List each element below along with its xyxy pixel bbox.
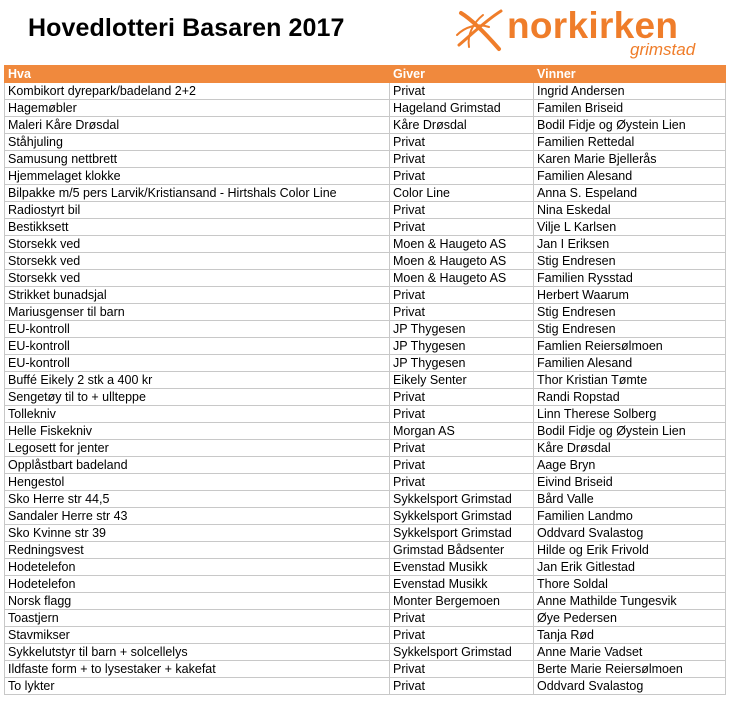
table-row	[5, 406, 726, 423]
cell-hva: EU-kontroll	[5, 338, 390, 355]
cell-hva: Helle Fiskekniv	[5, 423, 390, 440]
cell-hva: Bilpakke m/5 pers Larvik/Kristiansand - Hirtshals Color Line	[5, 185, 390, 202]
cell-vinner: Bård Valle	[534, 491, 726, 508]
cell-vinner: Oddvard Svalastog	[534, 525, 726, 542]
cell-vinner: Herbert Waarum	[534, 287, 726, 304]
cell-giver: Moen & Haugeto AS	[390, 236, 534, 253]
cell-giver: Privat	[390, 440, 534, 457]
cell-giver: Privat	[390, 287, 534, 304]
table-row	[5, 644, 726, 661]
cell-vinner: Bodil Fidje og Øystein Lien	[534, 117, 726, 134]
table-row	[5, 474, 726, 491]
cell-giver: Privat	[390, 389, 534, 406]
cell-vinner: Øye Pedersen	[534, 610, 726, 627]
cell-giver: Privat	[390, 627, 534, 644]
table-row	[5, 236, 726, 253]
cell-giver: Monter Bergemoen	[390, 593, 534, 610]
cell-vinner: Thore Soldal	[534, 576, 726, 593]
cell-vinner: Stig Endresen	[534, 304, 726, 321]
cell-vinner: Kåre Drøsdal	[534, 440, 726, 457]
table-row	[5, 202, 726, 219]
table-row	[5, 491, 726, 508]
cell-vinner: Anne Mathilde Tungesvik	[534, 593, 726, 610]
logo-brand-text: norkirken	[507, 5, 679, 46]
cell-giver: Sykkelsport Grimstad	[390, 644, 534, 661]
cell-hva: Sko Kvinne str 39	[5, 525, 390, 542]
table-row	[5, 661, 726, 678]
cell-vinner: Jan Erik Gitlestad	[534, 559, 726, 576]
cell-hva: Storsekk ved	[5, 236, 390, 253]
cell-vinner: Familen Briseid	[534, 100, 726, 117]
table-row	[5, 355, 726, 372]
table-row	[5, 627, 726, 644]
cell-vinner: Familien Alesand	[534, 168, 726, 185]
logo-sub-text: grimstad	[630, 40, 696, 59]
cell-vinner: Familien Landmo	[534, 508, 726, 525]
cell-hva: Ildfaste form + to lysestaker + kakefat	[5, 661, 390, 678]
cell-vinner: Aage Bryn	[534, 457, 726, 474]
header-hva: Hva	[5, 66, 390, 83]
cell-hva: Opplåstbart badeland	[5, 457, 390, 474]
header-vinner: Vinner	[534, 66, 726, 83]
cell-vinner: Jan I Eriksen	[534, 236, 726, 253]
cell-giver: Privat	[390, 661, 534, 678]
cell-vinner: Randi Ropstad	[534, 389, 726, 406]
cell-vinner: Oddvard Svalastog	[534, 678, 726, 695]
cell-hva: Ståhjuling	[5, 134, 390, 151]
cell-vinner: Vilje L Karlsen	[534, 219, 726, 236]
table-row	[5, 219, 726, 236]
cell-giver: Privat	[390, 168, 534, 185]
cell-hva: EU-kontroll	[5, 355, 390, 372]
lottery-table	[4, 65, 726, 695]
cell-hva: Buffé Eikely 2 stk a 400 kr	[5, 372, 390, 389]
cell-hva: Maleri Kåre Drøsdal	[5, 117, 390, 134]
cell-vinner: Linn Therese Solberg	[534, 406, 726, 423]
cell-giver: Privat	[390, 304, 534, 321]
table-row	[5, 610, 726, 627]
cell-vinner: Famlien Reiersølmoen	[534, 338, 726, 355]
cell-hva: Bestikksett	[5, 219, 390, 236]
cell-vinner: Nina Eskedal	[534, 202, 726, 219]
cell-hva: Norsk flagg	[5, 593, 390, 610]
cell-hva: Hodetelefon	[5, 559, 390, 576]
cell-vinner: Familien Rettedal	[534, 134, 726, 151]
table-row	[5, 559, 726, 576]
cell-giver: Kåre Drøsdal	[390, 117, 534, 134]
cell-vinner: Ingrid Andersen	[534, 83, 726, 100]
cell-vinner: Bodil Fidje og Øystein Lien	[534, 423, 726, 440]
table-row	[5, 678, 726, 695]
cell-hva: Redningsvest	[5, 542, 390, 559]
cell-hva: Storsekk ved	[5, 253, 390, 270]
table-row	[5, 372, 726, 389]
table-row	[5, 440, 726, 457]
cell-giver: Evenstad Musikk	[390, 559, 534, 576]
table-row	[5, 304, 726, 321]
table-row	[5, 389, 726, 406]
cell-hva: Sandaler Herre str 43	[5, 508, 390, 525]
cell-hva: Storsekk ved	[5, 270, 390, 287]
cell-vinner: Berte Marie Reiersølmoen	[534, 661, 726, 678]
cell-vinner: Stig Endresen	[534, 321, 726, 338]
cell-hva: Samusung nettbrett	[5, 151, 390, 168]
table-header-row	[5, 66, 726, 83]
norkirken-logo	[455, 5, 715, 63]
cell-giver: Sykkelsport Grimstad	[390, 525, 534, 542]
cell-hva: Kombikort dyrepark/badeland 2+2	[5, 83, 390, 100]
page-title: Hovedlotteri Basaren 2017	[28, 14, 345, 42]
cell-vinner: Anna S. Espeland	[534, 185, 726, 202]
table-row	[5, 270, 726, 287]
cell-vinner: Thor Kristian Tømte	[534, 372, 726, 389]
cell-giver: JP Thygesen	[390, 355, 534, 372]
cell-vinner: Stig Endresen	[534, 253, 726, 270]
cell-hva: Legosett for jenter	[5, 440, 390, 457]
cell-giver: JP Thygesen	[390, 338, 534, 355]
cell-vinner: Eivind Briseid	[534, 474, 726, 491]
cell-vinner: Familien Alesand	[534, 355, 726, 372]
table-row	[5, 185, 726, 202]
cell-giver: Sykkelsport Grimstad	[390, 491, 534, 508]
cell-giver: Moen & Haugeto AS	[390, 270, 534, 287]
cell-giver: Privat	[390, 610, 534, 627]
table-row	[5, 117, 726, 134]
cell-giver: Privat	[390, 406, 534, 423]
table-row	[5, 338, 726, 355]
cell-giver: JP Thygesen	[390, 321, 534, 338]
table-row	[5, 593, 726, 610]
cell-giver: Grimstad Bådsenter	[390, 542, 534, 559]
table-row	[5, 576, 726, 593]
cell-giver: Privat	[390, 202, 534, 219]
table-row	[5, 542, 726, 559]
cell-vinner: Karen Marie Bjellerås	[534, 151, 726, 168]
cell-hva: Hjemmelaget klokke	[5, 168, 390, 185]
cell-giver: Privat	[390, 474, 534, 491]
cell-hva: Hagemøbler	[5, 100, 390, 117]
cell-giver: Color Line	[390, 185, 534, 202]
table-row	[5, 287, 726, 304]
cell-giver: Privat	[390, 83, 534, 100]
cell-giver: Privat	[390, 134, 534, 151]
table-body	[5, 83, 726, 695]
table-row	[5, 168, 726, 185]
cell-hva: Sengetøy til to + ullteppe	[5, 389, 390, 406]
cell-vinner: Anne Marie Vadset	[534, 644, 726, 661]
cell-hva: Tollekniv	[5, 406, 390, 423]
cell-vinner: Tanja Rød	[534, 627, 726, 644]
cell-hva: Hodetelefon	[5, 576, 390, 593]
table-row	[5, 423, 726, 440]
cross-swoosh-icon	[455, 5, 509, 53]
cell-vinner: Hilde og Erik Frivold	[534, 542, 726, 559]
header-giver: Giver	[390, 66, 534, 83]
cell-giver: Hageland Grimstad	[390, 100, 534, 117]
cell-hva: Sykkelutstyr til barn + solcellelys	[5, 644, 390, 661]
table-row	[5, 134, 726, 151]
cell-hva: To lykter	[5, 678, 390, 695]
cell-giver: Eikely Senter	[390, 372, 534, 389]
cell-giver: Privat	[390, 151, 534, 168]
table-row	[5, 457, 726, 474]
cell-hva: EU-kontroll	[5, 321, 390, 338]
table-row	[5, 508, 726, 525]
table-row	[5, 100, 726, 117]
cell-hva: Strikket bunadsjal	[5, 287, 390, 304]
cell-hva: Mariusgenser til barn	[5, 304, 390, 321]
cell-giver: Privat	[390, 457, 534, 474]
cell-hva: Stavmikser	[5, 627, 390, 644]
table-row	[5, 83, 726, 100]
cell-vinner: Familien Rysstad	[534, 270, 726, 287]
cell-giver: Morgan AS	[390, 423, 534, 440]
cell-hva: Sko Herre str 44,5	[5, 491, 390, 508]
cell-giver: Moen & Haugeto AS	[390, 253, 534, 270]
table-row	[5, 321, 726, 338]
cell-hva: Radiostyrt bil	[5, 202, 390, 219]
table-row	[5, 253, 726, 270]
cell-hva: Toastjern	[5, 610, 390, 627]
cell-giver: Privat	[390, 678, 534, 695]
cell-giver: Evenstad Musikk	[390, 576, 534, 593]
table-row	[5, 151, 726, 168]
cell-giver: Sykkelsport Grimstad	[390, 508, 534, 525]
cell-hva: Hengestol	[5, 474, 390, 491]
table-row	[5, 525, 726, 542]
cell-giver: Privat	[390, 219, 534, 236]
